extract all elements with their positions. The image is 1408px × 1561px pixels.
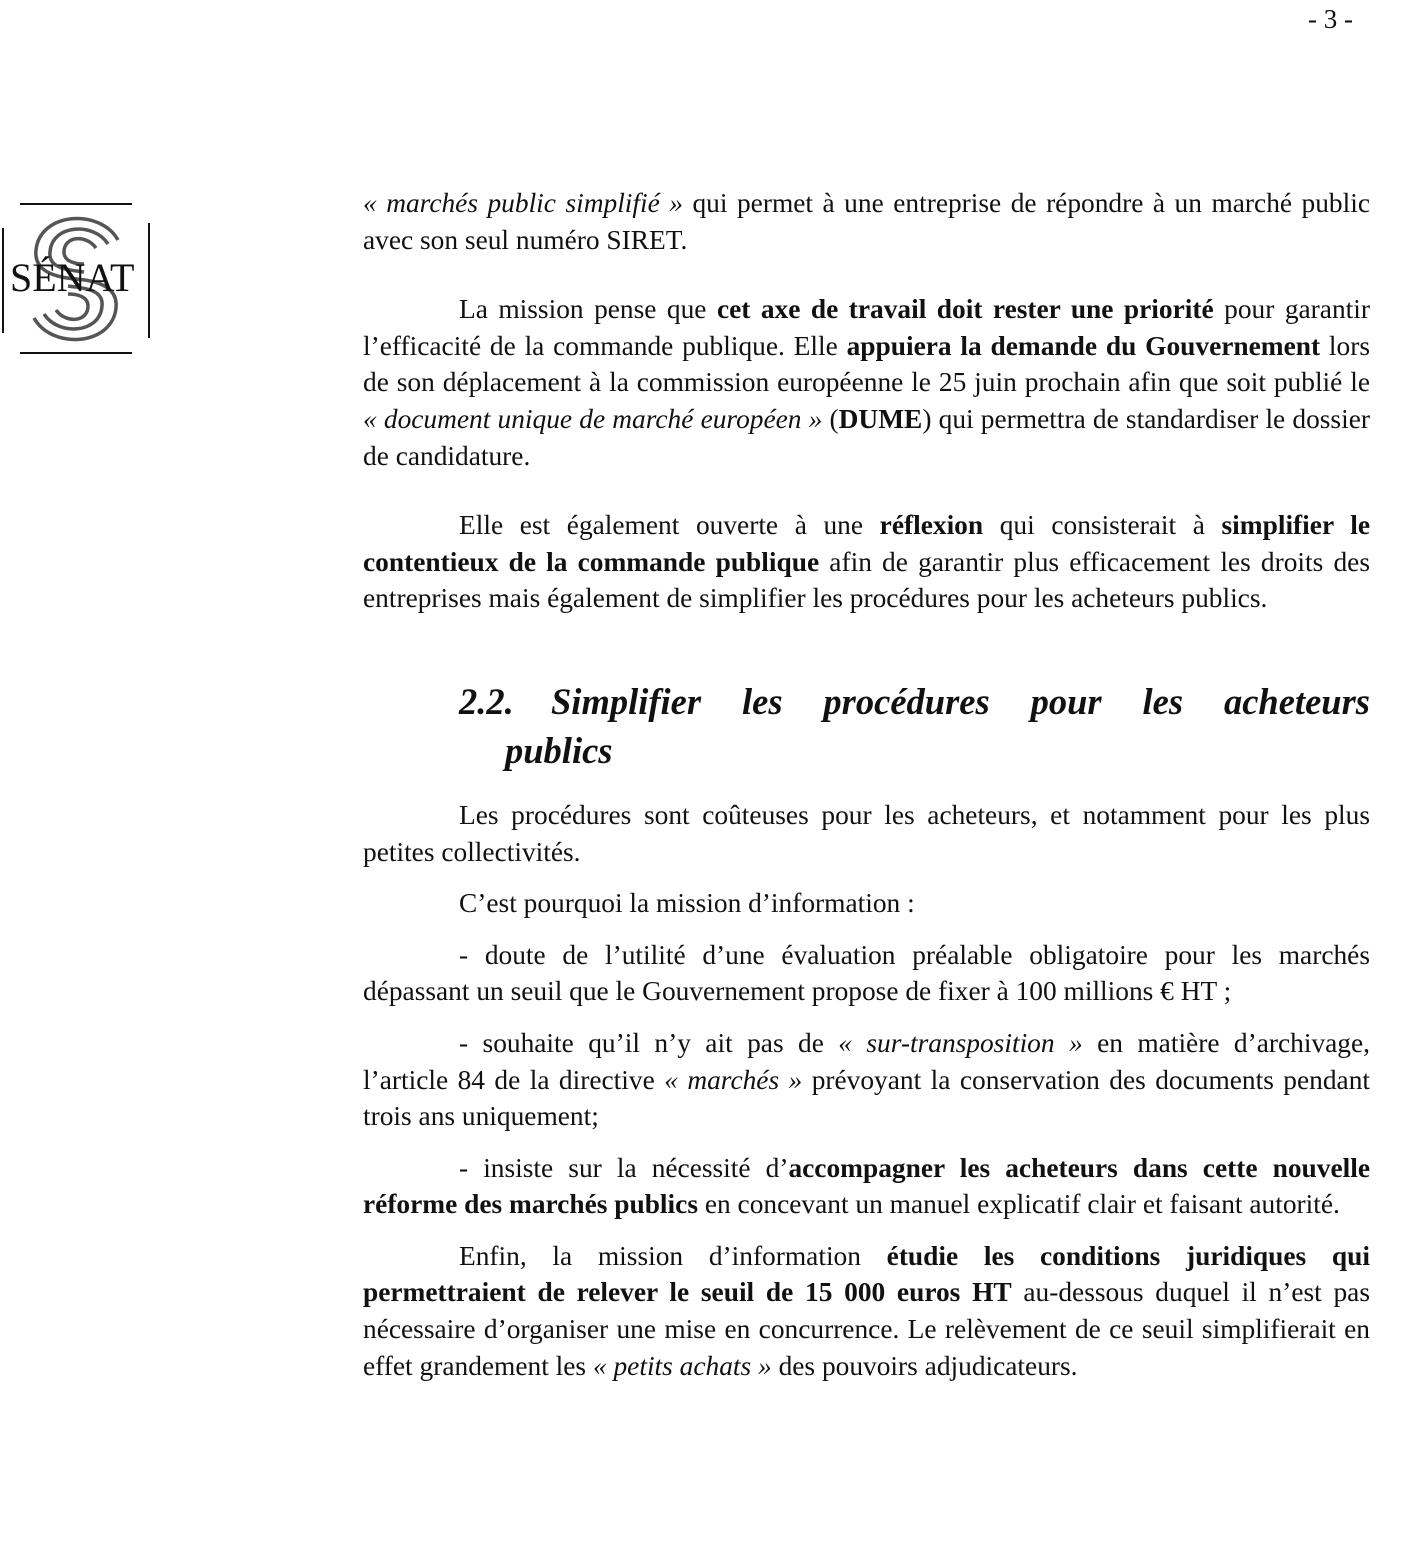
- text: - souhaite qu’il n’y ait pas de: [459, 1027, 839, 1058]
- quote-marches: « marchés »: [664, 1064, 803, 1095]
- bold-text: réflexion: [879, 510, 984, 541]
- text: La mission pense que: [459, 294, 717, 325]
- section-title: Simplifier les procédures pour les acheteurs publics: [505, 680, 1370, 771]
- paragraph-1: [363, 185, 1370, 258]
- text: lors de son déplacement à la commission européenne le 25 juin prochain afin que soit publié le: [363, 330, 1371, 398]
- paragraph-2: [363, 291, 1370, 474]
- text: prévoyant la conservation des documents pendant trois ans uniquement;: [363, 1064, 1371, 1132]
- text: au-dessous duquel il n’est pas nécessaire d’organiser une mise en concurrence. Le relèvement de ce seuil simplifierait en effet grandement les: [363, 1277, 1370, 1381]
- text: afin de garantir plus efficacement les droits des entreprises mais également de simplifier les procédures pour les acheteurs publics.: [363, 546, 1370, 614]
- logo-text: SÉNAT: [10, 255, 135, 300]
- senat-logo-icon: [0, 198, 160, 360]
- text: en concevant un manuel explicatif clair et faisant autorité.: [697, 1189, 1340, 1220]
- text: C’est pourquoi la mission d’information :: [459, 888, 915, 919]
- text: Elle est également ouverte à une: [459, 510, 880, 541]
- section-heading: [459, 677, 1370, 775]
- text: ) qui permettra de standardiser le dossier de candidature.: [363, 403, 1370, 471]
- text: qui permet à une entreprise de répondre à un marché public avec son seul numéro SIRET.: [363, 188, 1371, 255]
- paragraph-conclusion: [363, 1238, 1370, 1384]
- text: des pouvoirs adjudicateurs.: [771, 1350, 1078, 1381]
- document-body: [363, 185, 1370, 1384]
- text: Enfin, la mission d’information: [459, 1240, 887, 1271]
- list-item-archivage: [363, 1025, 1370, 1135]
- senat-logo: [0, 198, 160, 360]
- section-number: 2.2.: [459, 680, 514, 722]
- paragraph-5: [363, 885, 1370, 922]
- bold-text: DUME: [838, 403, 923, 434]
- quote-marches-simplifie: « marchés public simplifié »: [363, 188, 683, 218]
- bold-text: étudie les conditions juridiques qui permettraient de relever le seuil de 15 000 euros HT: [363, 1240, 1370, 1308]
- text: en matière d’archivage, l’article 84 de la directive: [363, 1027, 1371, 1095]
- bold-text: cet axe de travail doit rester une priorité: [716, 294, 1214, 325]
- bold-text: appuiera la demande du Gouvernement: [846, 330, 1321, 361]
- text: pour garantir l’efficacité de la commande publique. Elle: [363, 294, 1370, 361]
- list-item-evaluation: [363, 937, 1370, 1010]
- paragraph-3: [363, 507, 1370, 617]
- text: Les procédures sont coûteuses pour les acheteurs, et notamment pour les plus petites collectivités.: [363, 799, 1370, 867]
- quote-dume: « document unique de marché européen »: [363, 403, 823, 434]
- text: (: [822, 403, 839, 434]
- text: qui consisterait à: [983, 510, 1222, 541]
- quote-sur-transposition: « sur-transposition »: [838, 1027, 1083, 1058]
- list-item-accompagner: [363, 1150, 1370, 1223]
- text: - doute de l’utilité d’une évaluation préalable obligatoire pour les marchés dépassant un seuil que le Gouvernement propose de fixer à 100 millions € HT ;: [363, 939, 1370, 1007]
- quote-petits-achats: « petits achats »: [592, 1350, 772, 1381]
- paragraph-4: [363, 797, 1370, 870]
- bold-text: simplifier le contentieux de la commande publique: [363, 510, 1370, 577]
- bold-text: accompagner les acheteurs dans cette nouvelle réforme des marchés publics: [363, 1152, 1370, 1220]
- text: - insiste sur la nécessité d’: [459, 1152, 789, 1183]
- page-number: - 3 -: [1308, 4, 1353, 34]
